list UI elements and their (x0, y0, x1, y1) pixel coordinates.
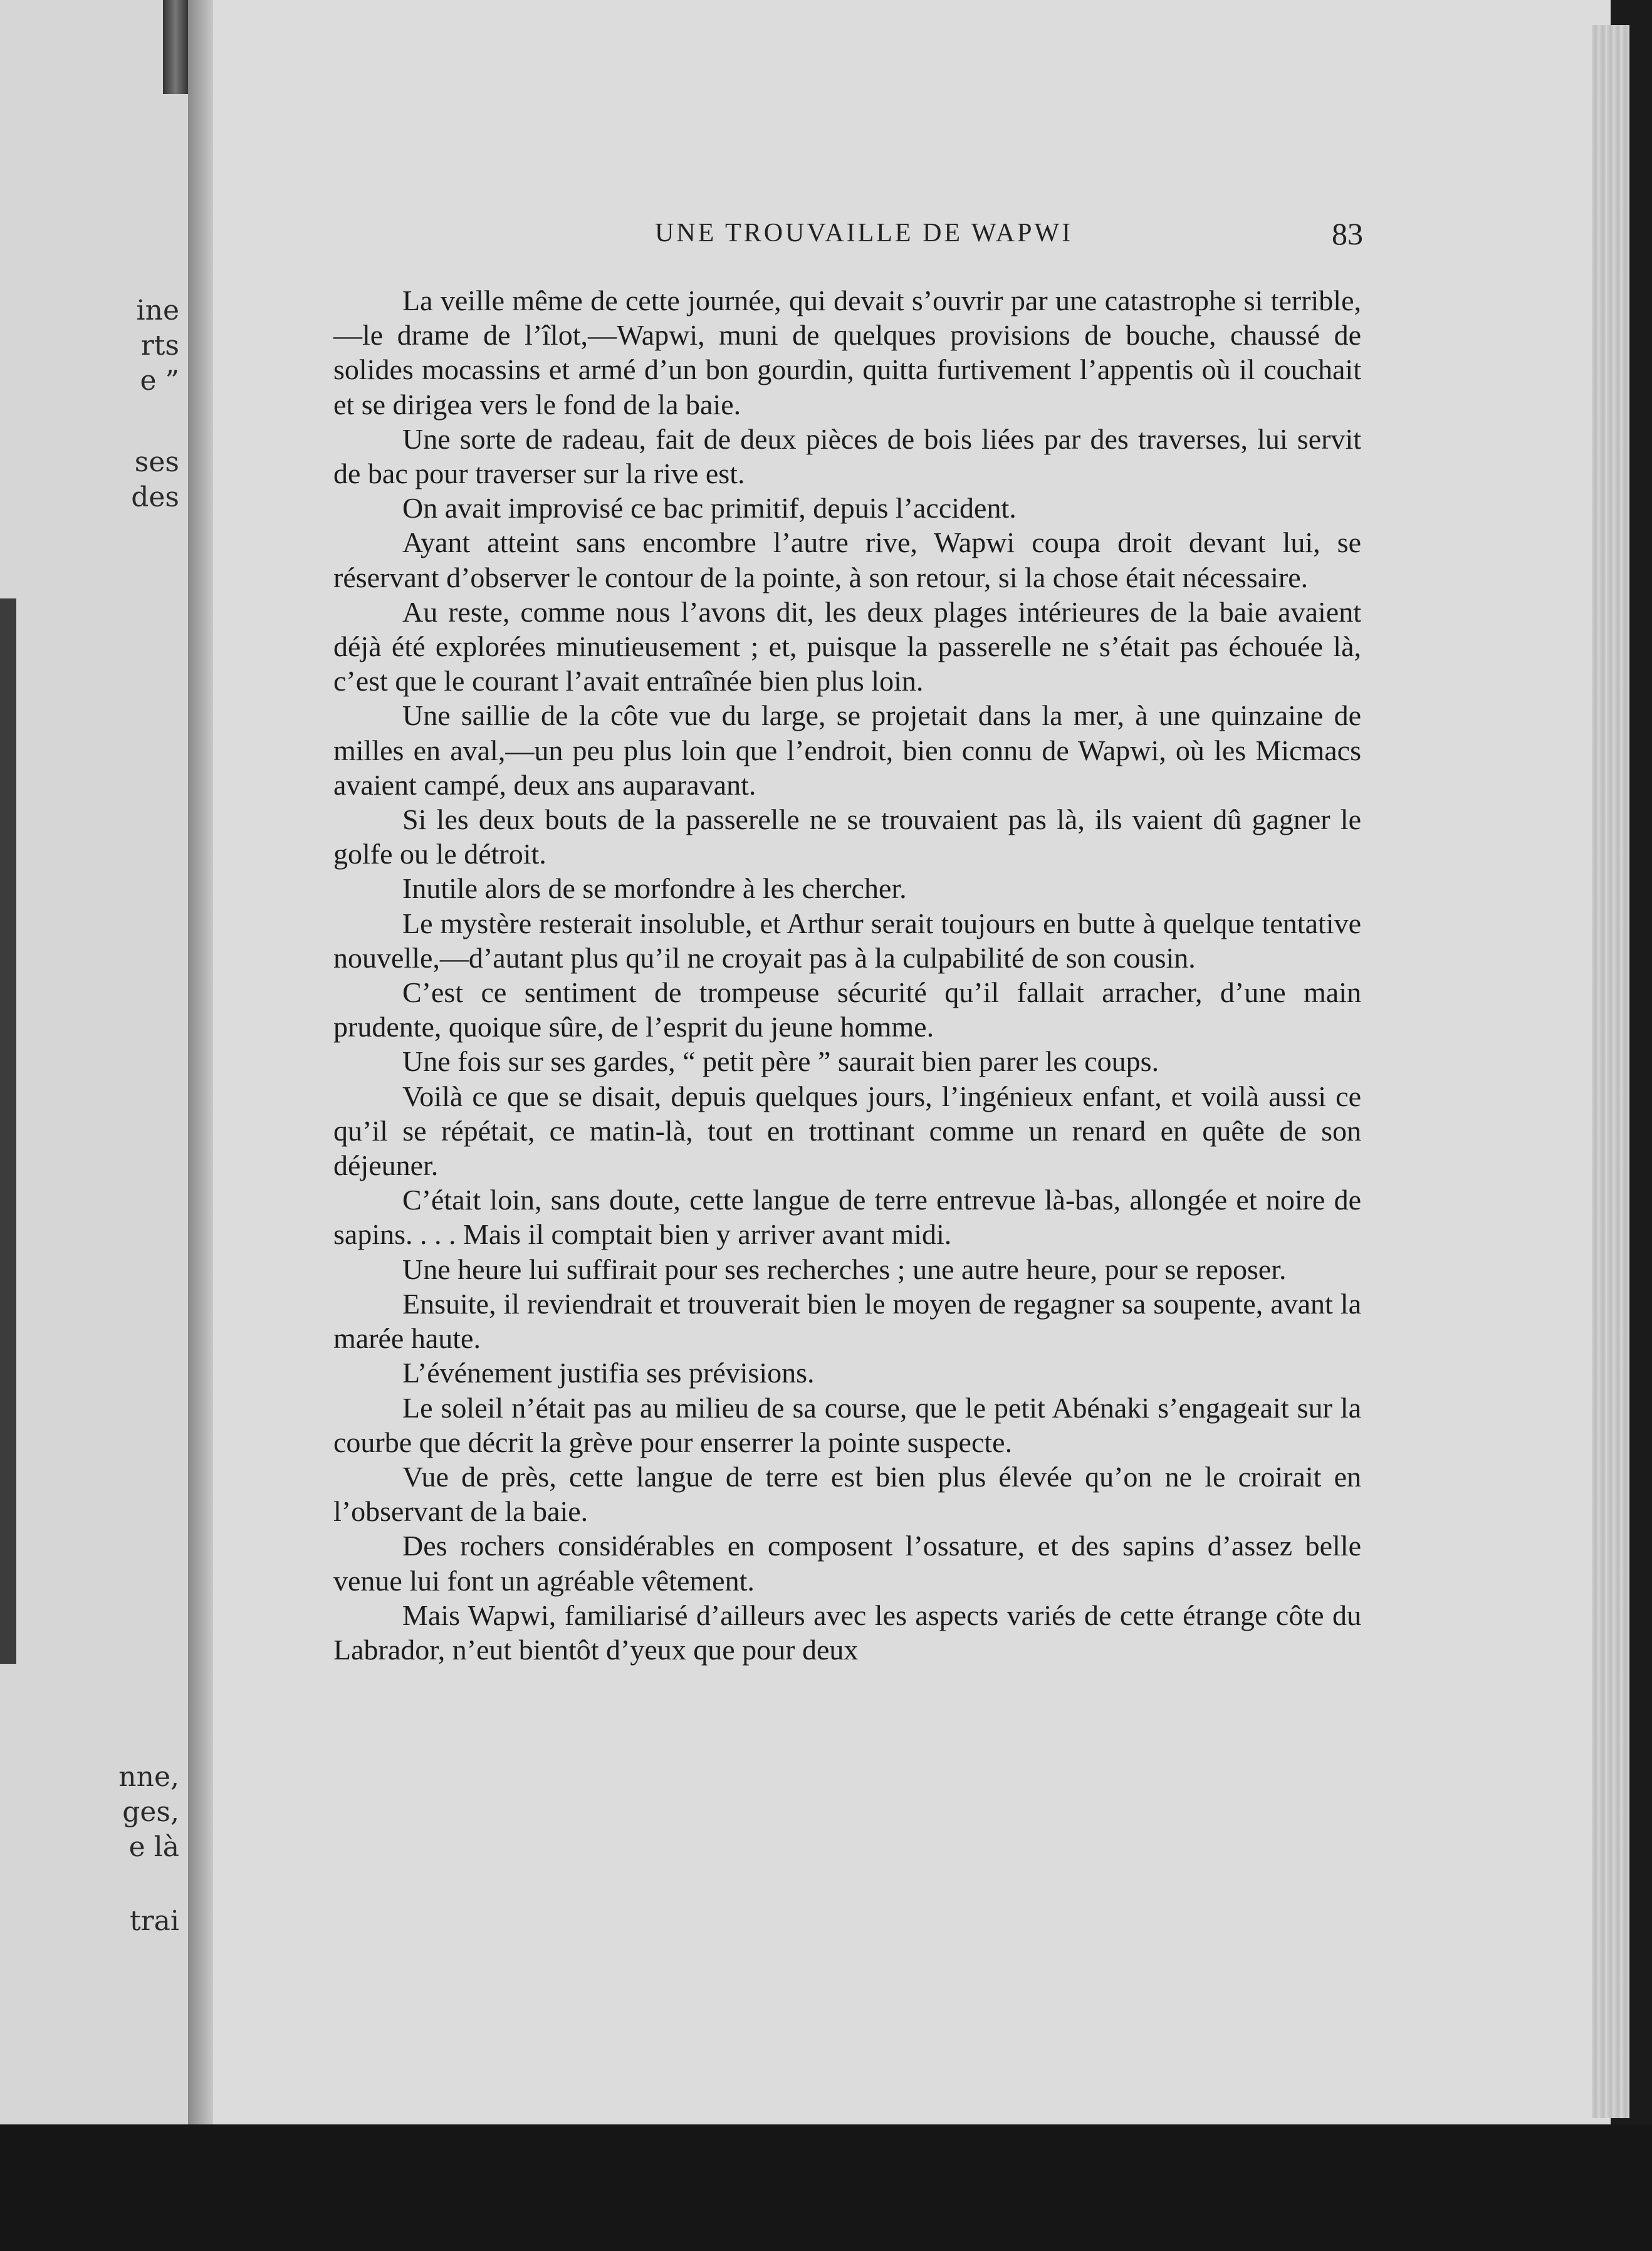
running-title: UNE TROUVAILLE DE WAPWI (655, 219, 1074, 248)
book-page (213, 0, 1611, 2124)
left-fragment: e là (128, 1831, 179, 1863)
page-number: 83 (1332, 216, 1363, 251)
paragraph: Des rochers considérables en composent l’ossature, et des sapins d’assez belle venue lui font un agréable vêtement. (333, 1530, 1361, 1597)
body-text (333, 283, 1361, 1667)
paragraph: Une saillie de la côte vue du large, se projetait dans la mer, à une quinzaine de milles en aval,—un peu plus loin que l’endroit, bien connu de Wapwi, où les Micmacs avaient campé, deux ans auparavant. (333, 699, 1361, 801)
paragraph: Le mystère resterait insoluble, et Arthur serait toujours en butte à quelque tentative nouvelle,—d’autant plus qu’il ne croyait pas à la culpabilité de son cousin. (333, 907, 1361, 974)
left-fragment: ine (136, 295, 179, 326)
left-fragment: nne, (118, 1761, 179, 1793)
left-fragment: trai (129, 1905, 179, 1937)
running-head (213, 218, 1611, 256)
left-fragment: ges, (122, 1796, 179, 1828)
paragraph: Ensuite, il reviendrait et trouverait bien le moyen de regagner sa soupente, avant la marée haute. (333, 1287, 1361, 1355)
paragraph: Le soleil n’était pas au milieu de sa course, que le petit Abénaki s’engageait sur la courbe que décrit la grève pour enserrer la pointe suspecte. (333, 1391, 1361, 1458)
paragraph: Vue de près, cette langue de terre est bien plus élevée qu’on ne le croirait en l’observant de la baie. (333, 1460, 1361, 1528)
paragraph: Mais Wapwi, familiarisé d’ailleurs avec les aspects variés de cette étrange côte du Labrador, n’eut bientôt d’yeux que pour deux (333, 1599, 1361, 1666)
left-fragment: e ” (140, 365, 179, 397)
paragraph: Une fois sur ses gardes, “ petit père ” saurait bien parer les coups. (402, 1045, 1159, 1078)
left-fragment: ses (134, 446, 179, 478)
page-stack-edge (1592, 25, 1629, 2118)
scan-shadow (0, 2124, 1652, 2251)
paragraph: Inutile alors de se morfondre à les chercher. (402, 872, 907, 905)
left-fragment: des (131, 481, 179, 513)
paragraph: Une sorte de radeau, fait de deux pièces de bois liées par des traverses, lui servit de bac pour traverser sur la rive est. (333, 422, 1361, 490)
previous-page-edge (0, 0, 188, 2124)
paragraph: C’était loin, sans doute, cette langue de terre entrevue là-bas, allongée et noire de sapins. . . . Mais il comptait bien y arriver avant midi. (333, 1184, 1361, 1251)
paragraph: Une heure lui suffirait pour ses recherches ; une autre heure, pour se reposer. (402, 1253, 1287, 1285)
book-gutter (188, 0, 213, 2124)
previous-page-fragments (0, 0, 188, 2124)
paragraph: Au reste, comme nous l’avons dit, les deux plages intérieures de la baie avaient déjà été explorées minutieusement ; et, puisque la passerelle ne s’était pas échouée là, c’est que le courant l’avait entraînée bien plus loin. (333, 595, 1361, 697)
paragraph: Ayant atteint sans encombre l’autre rive, Wapwi coupa droit devant lui, se réservant d’observer le contour de la pointe, à son retour, si la chose était nécessaire. (333, 526, 1361, 593)
paragraph: Si les deux bouts de la passerelle ne se trouvaient pas là, ils vaient dû gagner le golfe ou le détroit. (333, 803, 1361, 870)
bookmark-ribbon (163, 0, 188, 94)
paragraph: La veille même de cette journée, qui devait s’ouvrir par une catastrophe si terrible,—le drame de l’îlot,—Wapwi, muni de quelques provisions de bouche, chaussé de solides mocassins et armé d’un bon gourdin, quitta furtivement l’appentis où il couchait et se dirigea vers le fond de la baie. (333, 285, 1361, 420)
paragraph: C’est ce sentiment de trompeuse sécurité qu’il fallait arracher, d’une main prudente, quoique sûre, de l’esprit du jeune homme. (333, 976, 1361, 1043)
paragraph: On avait improvisé ce bac primitif, depuis l’accident. (402, 492, 1017, 525)
paragraph: Voilà ce que se disait, depuis quelques jours, l’ingénieux enfant, et voilà aussi ce qu’il se répétait, ce matin-là, tout en trottinant comme un renard en quête de son déjeuner. (333, 1080, 1361, 1182)
left-fragment: rts (140, 330, 179, 362)
paragraph: L’événement justifia ses prévisions. (402, 1357, 815, 1389)
